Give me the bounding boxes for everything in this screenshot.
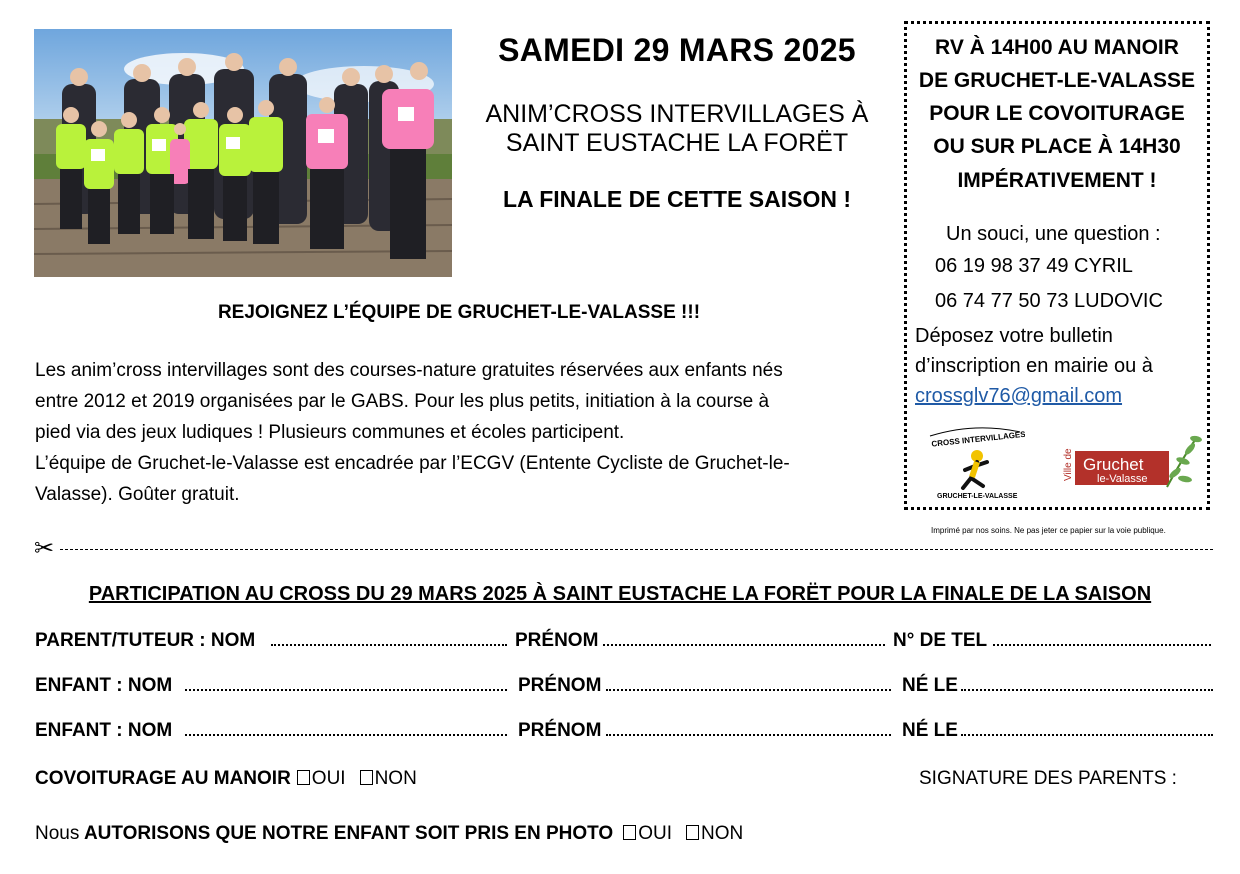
photo-prefix: Nous xyxy=(35,823,80,844)
event-name xyxy=(462,100,892,158)
photo-consent-options xyxy=(35,823,743,845)
paragraph-line: entre 2012 et 2019 organisées par le GABS. Pour les plus petits, initiation à la course à xyxy=(35,391,770,412)
carpool-label: COVOITURAGE AU MANOIR xyxy=(35,768,291,789)
team-photo xyxy=(34,29,452,277)
carpool-options xyxy=(35,768,417,790)
event-name-line-1: ANIM’CROSS INTERVILLAGES À xyxy=(485,100,869,128)
rv-line: POUR LE COVOITURAGE xyxy=(929,102,1185,125)
question-text: Un souci, une question : xyxy=(946,223,1161,245)
paragraph-line: L’équipe de Gruchet-le-Valasse est encadrée par l’ECGV (Entente Cycliste de Gruchet-le- xyxy=(35,453,790,474)
paragraph-line: Valasse). Goûter gratuit. xyxy=(35,484,240,505)
carpool-oui-checkbox[interactable] xyxy=(297,770,310,785)
parent-firstname-field[interactable] xyxy=(603,644,885,646)
phone-cyril: 06 19 98 37 49 CYRIL xyxy=(935,255,1133,277)
child-name-field[interactable] xyxy=(185,734,507,736)
birthdate-field[interactable] xyxy=(961,689,1213,691)
printed-note: Imprimé par nos soins. Ne pas jeter ce papier sur la voie publique. xyxy=(931,526,1166,535)
birthdate-label: NÉ LE xyxy=(902,720,958,741)
paragraph-line: Les anim’cross intervillages sont des courses-nature gratuites réservées aux enfants nés xyxy=(35,360,783,381)
child-name-label: ENFANT : NOM xyxy=(35,675,173,696)
join-heading: REJOIGNEZ L’ÉQUIPE DE GRUCHET-LE-VALASSE !!! xyxy=(217,302,701,323)
child-firstname-field[interactable] xyxy=(606,689,891,691)
paragraph-line: pied via des jeux ludiques ! Plusieurs communes et écoles participent. xyxy=(35,422,625,443)
child-name-label: ENFANT : NOM xyxy=(35,720,173,741)
contact-email-link[interactable]: crossglv76@gmail.com xyxy=(915,385,1123,407)
photo-oui-label: OUI xyxy=(638,823,672,844)
deposit-line-1: Déposez votre bulletin xyxy=(915,325,1113,347)
child-firstname-label: PRÉNOM xyxy=(518,720,602,741)
parent-row xyxy=(35,630,1215,656)
child-firstname-field[interactable] xyxy=(606,734,891,736)
logo1-top-text: CROSS INTERVILLAGES xyxy=(931,429,1025,449)
photo-non-checkbox[interactable] xyxy=(686,825,699,840)
carpool-row xyxy=(35,768,1215,794)
cross-intervillages-logo xyxy=(925,422,1025,502)
rv-line: RV À 14H00 AU MANOIR xyxy=(935,36,1179,59)
parent-name-field[interactable] xyxy=(271,644,507,646)
signature-label: SIGNATURE DES PARENTS : xyxy=(919,768,1177,789)
phone-label: N° DE TEL xyxy=(893,630,988,651)
info-box xyxy=(904,21,1210,510)
phone-field[interactable] xyxy=(993,644,1211,646)
child-name-field[interactable] xyxy=(185,689,507,691)
photo-non-label: NON xyxy=(700,823,744,844)
carpool-non-label: NON xyxy=(374,768,417,789)
birthdate-label: NÉ LE xyxy=(902,675,958,696)
birthdate-field[interactable] xyxy=(961,734,1213,736)
event-name-line-2: SAINT EUSTACHE LA FORËT xyxy=(505,129,849,157)
rv-line: IMPÉRATIVEMENT ! xyxy=(957,169,1157,192)
deposit-line-2: d’inscription en mairie ou à xyxy=(915,355,1153,377)
logo1-bottom-text: GRUCHET-LE-VALASSE xyxy=(937,493,1018,500)
phone-ludovic: 06 74 77 50 73 LUDOVIC xyxy=(935,290,1163,312)
child-firstname-label: PRÉNOM xyxy=(518,675,602,696)
photo-consent-row xyxy=(35,823,1215,849)
carpool-non-checkbox[interactable] xyxy=(360,770,373,785)
parent-name-label: PARENT/TUTEUR : NOM xyxy=(35,630,256,651)
logo2-sub: le-Valasse xyxy=(1097,473,1148,485)
form-title: PARTICIPATION AU CROSS DU 29 MARS 2025 À SAINT EUSTACHE LA FORËT POUR LA FINALE DE LA SAISON xyxy=(88,583,1152,605)
ville-gruchet-logo xyxy=(1057,429,1207,499)
rv-line: OU SUR PLACE À 14H30 xyxy=(933,135,1181,158)
photo-oui-checkbox[interactable] xyxy=(623,825,636,840)
finale-title: LA FINALE DE CETTE SAISON ! xyxy=(503,186,851,212)
cut-line xyxy=(60,549,1213,550)
rv-line: DE GRUCHET-LE-VALASSE xyxy=(918,69,1196,92)
photo-consent-label: AUTORISONS QUE NOTRE ENFANT SOIT PRIS EN PHOTO xyxy=(83,823,614,844)
child-row-2 xyxy=(35,720,1215,746)
child-row-1 xyxy=(35,675,1215,701)
parent-firstname-label: PRÉNOM xyxy=(515,630,599,651)
event-date: SAMEDI 29 MARS 2025 xyxy=(498,32,856,68)
scissors-icon: ✂ xyxy=(34,535,55,562)
logo2-prefix: Ville de xyxy=(1063,448,1074,481)
logo2-name: Gruchet xyxy=(1083,455,1144,474)
carpool-oui-label: OUI xyxy=(311,768,346,789)
